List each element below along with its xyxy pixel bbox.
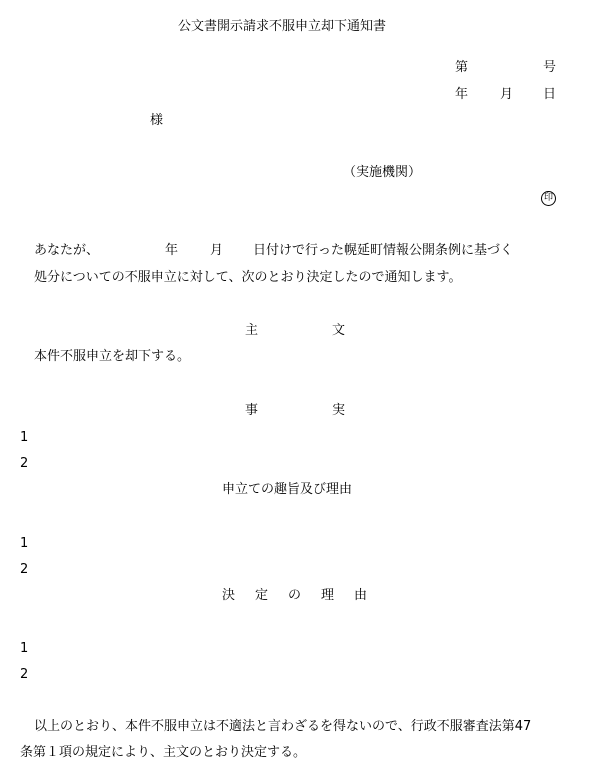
decision-heading-b: 定 xyxy=(255,588,269,603)
decision-item-2: 2 xyxy=(20,667,29,682)
date-day: 日 xyxy=(543,87,557,102)
conclusion-line1: 以上のとおり、本件不服申立は不適法と言わざるを得ないので、行政不服審査法第47 xyxy=(34,719,532,734)
decision-heading-a: 決 xyxy=(222,588,236,603)
date-month: 月 xyxy=(500,87,514,102)
facts-item-2: 2 xyxy=(20,456,29,471)
date-year: 年 xyxy=(455,87,469,102)
conclusion-line2: 条第１項の規定により、主文のとおり決定する。 xyxy=(20,745,307,760)
seal-mark: 印 xyxy=(541,191,556,206)
intro-month: 月 xyxy=(210,243,224,258)
main-heading-b: 文 xyxy=(332,323,346,338)
decision-heading-c: の xyxy=(288,588,302,603)
main-heading-a: 主 xyxy=(245,323,259,338)
reasons-item-1: 1 xyxy=(20,536,29,551)
decision-heading-d: 理 xyxy=(321,588,335,603)
agency-label: （実施機関） xyxy=(343,165,422,180)
facts-heading-b: 実 xyxy=(332,403,346,418)
facts-item-1: 1 xyxy=(20,430,29,445)
main-text: 本件不服申立を却下する。 xyxy=(34,349,191,364)
intro-year: 年 xyxy=(165,243,179,258)
facts-heading-a: 事 xyxy=(245,403,259,418)
reasons-heading: 申立ての趣旨及び理由 xyxy=(222,482,353,497)
document-number-dai: 第 xyxy=(455,60,469,75)
intro-rest: 日付けで行った幌延町情報公開条例に基づく xyxy=(253,243,514,258)
reasons-item-2: 2 xyxy=(20,562,29,577)
intro-line2: 処分についての不服申立に対して、次のとおり決定したので通知します。 xyxy=(34,270,462,285)
intro-lead: あなたが、 xyxy=(34,243,100,258)
document-title: 公文書開示請求不服申立却下通知書 xyxy=(178,19,387,34)
decision-heading-e: 由 xyxy=(354,588,368,603)
document-number-go: 号 xyxy=(543,60,557,75)
decision-item-1: 1 xyxy=(20,641,29,656)
addressee-suffix: 様 xyxy=(150,113,164,128)
